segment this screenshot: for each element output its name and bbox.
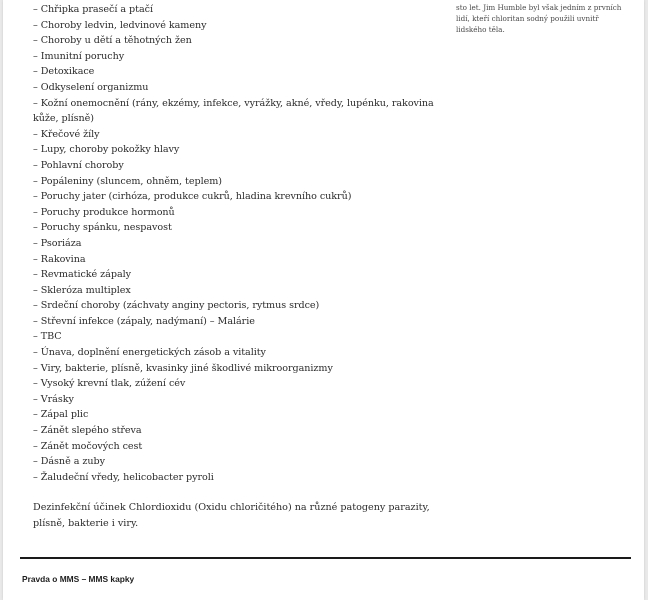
list-item: – Střevní infekce (zápaly, nadýmaní) – Malárie [33, 315, 255, 327]
list-item: – Poruchy produkce hormonů [33, 206, 175, 218]
closing-paragraph: Dezinfekční účinek Chlordioxidu (Oxidu chloričitého) na různé patogeny parazity, plísně, bakterie i viry. [33, 502, 430, 529]
list-item: – Skleróza multiplex [33, 284, 131, 296]
list-item: – Zápal plic [33, 409, 89, 421]
list-item: – Zánět slepého střeva [33, 425, 142, 437]
list-item: – Popáleniny (sluncem, ohněm, teplem) [33, 175, 222, 187]
list-item: – Chřipka prasečí a ptačí [33, 4, 153, 15]
list-item: – Dásně a zuby [33, 456, 105, 468]
sidebar-note: sto let. Jim Humble byl však jedním z prvních lidí, kteří chloritan sodný použili uvnitř lidského těla. [456, 3, 622, 34]
disease-list [33, 2, 453, 485]
list-item: – Psoriáza [33, 237, 82, 249]
list-item: – Imunitní poruchy [33, 50, 125, 62]
list-item: – Srdeční choroby (záchvaty anginy pectoris, rytmus srdce) [33, 300, 320, 312]
page [3, 0, 644, 600]
list-item: – Křečové žíly [33, 128, 100, 140]
list-item: – Vrásky [33, 393, 74, 405]
list-item: – Vysoký krevní tlak, zúžení cév [33, 378, 186, 390]
list-item: – Revmatické zápaly [33, 269, 131, 281]
list-item: – Pohlavní choroby [33, 159, 124, 171]
list-item: – Rakovina [33, 253, 86, 265]
footer-divider [20, 557, 631, 559]
list-item: – TBC [33, 331, 62, 343]
footer-site-link[interactable]: Pravda o MMS – MMS kapky [22, 574, 135, 584]
list-item: – Žaludeční vředy, helicobacter pyroli [33, 471, 214, 483]
list-item: – Viry, bakterie, plísně, kvasinky jiné škodlivé mikroorganizmy [33, 362, 333, 374]
list-item: – Únava, doplnění energetických zásob a vitality [33, 347, 266, 359]
list-item: – Zánět močových cest [33, 440, 143, 452]
list-item: – Choroby ledvin, ledvinové kameny [33, 19, 207, 31]
list-item: – Poruchy jater (cirhóza, produkce cukrů, hladina krevního cukrů) [33, 191, 352, 203]
list-item: – Lupy, choroby pokožky hlavy [33, 144, 180, 156]
list-item: – Kožní onemocnění (rány, ekzémy, infekce, vyrážky, akné, vředy, lupénku, rakovina kůže, plísně) [33, 97, 434, 125]
list-item: – Choroby u dětí a těhotných žen [33, 35, 192, 47]
list-item: – Odkyselení organizmu [33, 81, 149, 93]
list-item: – Detoxikace [33, 66, 95, 78]
list-item: – Poruchy spánku, nespavost [33, 222, 172, 234]
